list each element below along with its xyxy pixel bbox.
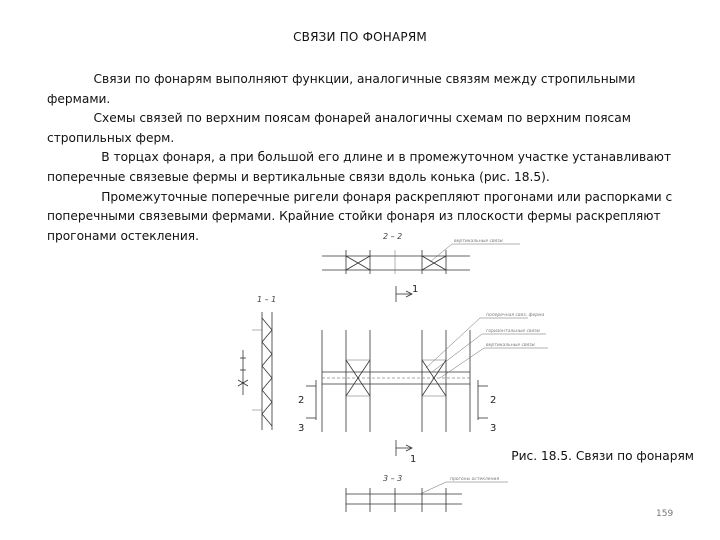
leader-label-a: поперечная связ. ферма (486, 313, 545, 318)
figure-caption: Рис. 18.5. Связи по фонарям (511, 449, 694, 463)
page-number: 159 (656, 509, 674, 519)
section-mark-1-bottom (396, 440, 416, 465)
leader-label-c: вертикальные связи (486, 343, 535, 348)
paragraph-1: Связи по фонарям выполняют функции, аналогичные связям между стропильными фермами. (47, 72, 640, 106)
leader-label-top: вертикальные связи (454, 239, 503, 244)
mark-1-top: 1 (412, 284, 419, 295)
section-3-3-drawing (346, 474, 508, 512)
section-3-3-label: 3 – 3 (383, 474, 403, 483)
section-mark-1-top (396, 284, 418, 302)
plan-view-drawing (298, 312, 548, 434)
mark-3-right: 3 (490, 423, 497, 434)
mark-2-left: 2 (298, 395, 305, 406)
mark-1-bottom: 1 (410, 454, 417, 465)
section-1-1-label: 1 – 1 (257, 295, 277, 304)
leader-label-bottom: прогоны остекления (450, 477, 500, 482)
paragraph-2: Схемы связей по верхним поясам фонарей аналогичны схемам по верхним поясам стропильных ферм. (47, 111, 635, 145)
slide-title: СВЯЗИ ПО ФОНАРЯМ (293, 30, 427, 44)
section-2-2-drawing (322, 232, 520, 274)
section-1-1-drawing (238, 295, 276, 430)
leader-label-b: горизонтальные связи (486, 329, 540, 334)
mark-3-left: 3 (298, 423, 305, 434)
paragraph-3: В торцах фонаря, а при большой его длине и в промежуточном участке устанавливают поперечные связевые фермы и вертикальные связи вдоль конька (рис. 18.5). (47, 150, 675, 184)
paragraph-4: Промежуточные поперечные ригели фонаря раскрепляют прогонами или распорками с поперечными связевыми фермами. Крайние стойки фонаря из плоскости фермы раскрепляют прогонами остекления. (47, 189, 677, 243)
mark-2-right: 2 (490, 395, 497, 406)
section-2-2-label: 2 – 2 (383, 232, 403, 241)
